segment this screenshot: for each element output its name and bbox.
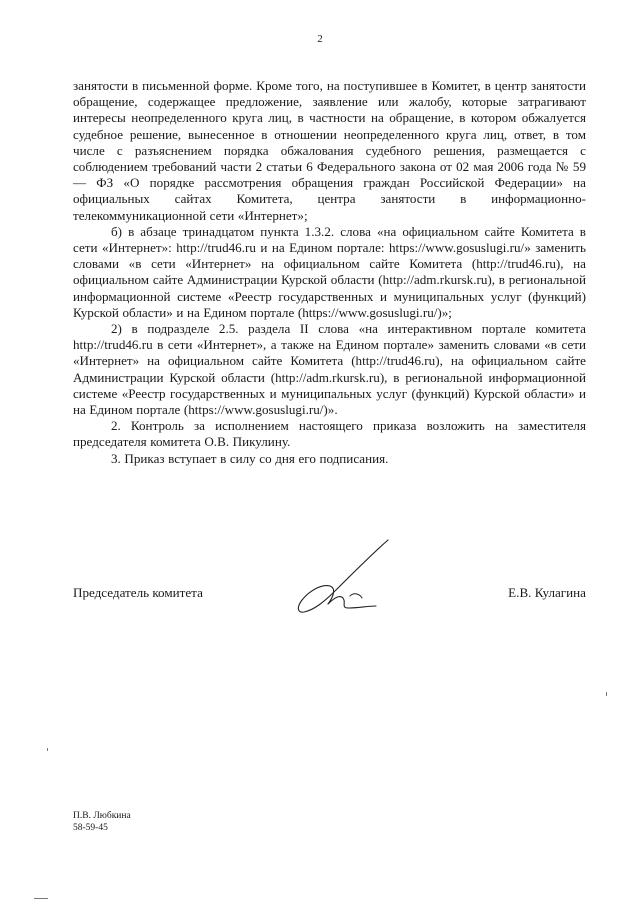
executor-phone: 58-59-45 [73, 823, 108, 833]
page-number: 2 [317, 33, 323, 45]
document-body [73, 78, 586, 467]
paragraph-effective: 3. Приказ вступает в силу со дня его подписания. [111, 450, 389, 466]
handwritten-signature [292, 534, 402, 624]
scan-speck [34, 898, 48, 899]
paragraph-item-b: б) в абзаце тринадцатом пункта 1.3.2. слова «на официальном сайте Комитета в сети «Интернет»: http://trud46.ru и на Едином портале: https://www.gosuslugi.ru/» заменить словами «в сети «Интернет» на официальном сайте Комитета (http://trud46.ru), на официальном сайте Администрации Курской области (http://adm.rkursk.ru), в региональной информационной системе «Реестр государственных и муниципальных услуг (функций) Курской области» и на Едином портале (https://www.gosuslugi.ru/)»; [73, 223, 586, 320]
scan-speck [47, 748, 48, 751]
paragraph-control: 2. Контроль за исполнением настоящего приказа возложить на заместителя председателя комитета О.В. Пикулину. [73, 418, 586, 450]
executor-block [73, 810, 131, 834]
signer-title: Председатель комитета [73, 585, 203, 600]
scan-speck [606, 692, 607, 696]
paragraph-item-2: 2) в подразделе 2.5. раздела II слова «на интерактивном портале комитета http://trud46.ru в сети «Интернет», а также на Едином портале» заменить словами «в сети «Интернет» на официальном сайте Комитета (http://trud46.ru), на официальном сайте Администрации Курской области (http://adm.rkursk.ru), в региональной информационной системе «Реестр государственных и муниципальных услуг (функций) Курской области» и на Едином портале (https://www.gosuslugi.ru/)». [73, 321, 586, 418]
executor-name: П.В. Любкина [73, 811, 131, 821]
signer-name: Е.В. Кулагина [508, 585, 586, 600]
paragraph-continuation: занятости в письменной форме. Кроме того, на поступившее в Комитет, в центр занятости обращение, содержащее предложение, заявление или жалобу, которые затрагивают интересы неопределенного круга лиц, в частности на обращение, в котором обжалуется судебное решение, вынесенное в отношении неопределенного круга лиц, ответ, в том числе с разъяснением порядка обжалования судебного решения, размещается с соблюдением требований части 2 статьи 6 Федерального закона от 02 мая 2006 года № 59 — ФЗ «О порядке рассмотрения обращения граждан Российской Федерации» на официальных сайтах Комитета, центра занятости в информационно-телекоммуникационной сети «Интернет»; [73, 78, 586, 223]
